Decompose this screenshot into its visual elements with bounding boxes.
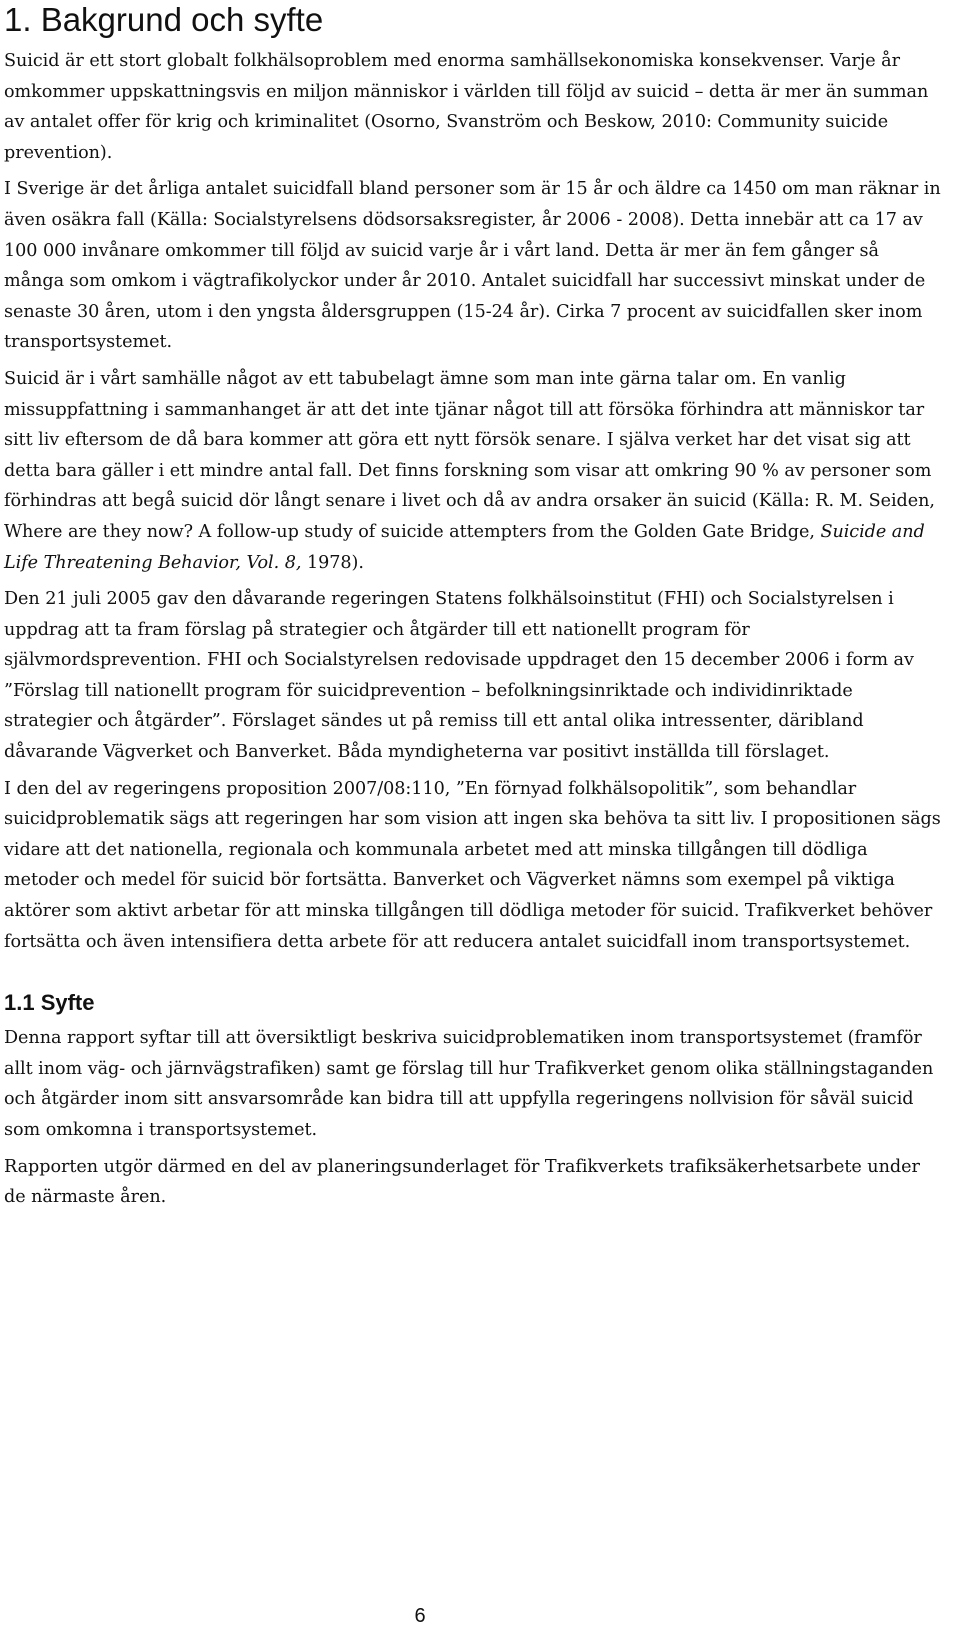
- citation-year: 1978).: [301, 552, 364, 573]
- paragraph-planning: Rapporten utgör därmed en del av planeringsunderlaget för Trafikverkets trafiksäkerhetsarbete under de närmaste åren.: [4, 1156, 920, 1208]
- paragraph-intro: Suicid är ett stort globalt folkhälsoproblem med enorma samhällsekonomiska konsekvenser. Varje år omkommer uppskattningsvis en miljon människor i världen till följd av suicid – detta är mer än summan av antalet offer för krig och kriminalitet (Osorno, Svanström och Beskow, 2010: Community suicide prevention).: [4, 51, 929, 163]
- paragraph-sweden-stats: I Sverige är det årliga antalet suicidfall bland personer som är 15 år och äldre ca 1450 om man räknar in även osäkra fall (Källa: Socialstyrelsens dödsorsaksregister, år 2006 - 2008). Detta innebär att ca 17 av 100 000 invånare omkommer till följd av suicid varje år i vårt land. Detta är mer än fem gånger så många som omkom i vägtrafikolyckor under år 2010. Antalet suicidfall har successivt minskat under de senaste 30 åren, utom i den yngsta åldersgruppen (15-24 år). Cirka 7 procent av suicidfallen sker inom transportsystemet.: [4, 179, 941, 353]
- paragraph-taboo: [4, 364, 944, 578]
- subsection-heading: 1.1 Syfte: [4, 990, 95, 1016]
- citation-journal: Suicide and Life Threatening Behavior, Vol. 8,: [4, 521, 925, 573]
- paragraph-purpose: Denna rapport syftar till att översiktligt beskriva suicidproblematiken inom transportsystemet (framför allt inom väg- och järnvägstrafiken) samt ge förslag till hur Trafikverket genom olika ställningstaganden och åtgärder inom sitt ansvarsområde kan bidra till att uppfylla regeringens nollvision för såväl suicid som omkomna i transportsystemet.: [4, 1028, 934, 1140]
- page-number: 6: [414, 1605, 426, 1627]
- paragraph-government-assignment: Den 21 juli 2005 gav den dåvarande regeringen Statens folkhälsoinstitut (FHI) och Socialstyrelsen i uppdrag att ta fram förslag på strategier och åtgärder till ett nationellt program för självmordsprevention. FHI och Socialstyrelsen redovisade uppdraget den 15 december 2006 i form av ”Förslag till nationellt program för suicidprevention – befolkningsinriktade och individinriktade strategier och åtgärder”. Förslaget sändes ut på remiss till ett antal olika intressenter, däribland dåvarande Vägverket och Banverket. Båda myndigheterna var positivt inställda till förslaget.: [4, 589, 914, 763]
- section-heading: 1. Bakgrund och syfte: [4, 1, 324, 38]
- paragraph-taboo-text: Suicid är i vårt samhälle något av ett tabubelagt ämne som man inte gärna talar om. En vanlig missuppfattning i sammanhanget är att det inte tjänar något till att försöka förhindra att människor tar sitt liv eftersom de då bara kommer att göra ett nytt försök senare. I själva verket har det visat sig att detta bara gäller i ett mindre antal fall. Det finns forskning som visar att omkring 90 % av personer som förhindras att begå suicid dör långt senare i livet och då av andra orsaker än suicid (Källa: R. M. Seiden, Where are they now? A follow-up study of suicide attempters from the Golden Gate Bridge,: [4, 368, 935, 542]
- document-page: [4, 0, 944, 1219]
- paragraph-proposition: I den del av regeringens proposition 2007/08:110, ”En förnyad folkhälsopolitik”, som behandlar suicidproblematik sägs att regeringen har som vision att ingen ska behöva ta sitt liv. I propositionen sägs vidare att det nationella, regionala och kommunala arbetet med att minska tillgången till dödliga metoder och medel för suicid bör fortsätta. Banverket och Vägverket nämns som exempel på viktiga aktörer som aktivt arbetar för att minska tillgången till dödliga metoder för suicid. Trafikverket behöver fortsätta och även intensifiera detta arbete för att reducera antalet suicidfall inom transportsystemet.: [4, 778, 941, 952]
